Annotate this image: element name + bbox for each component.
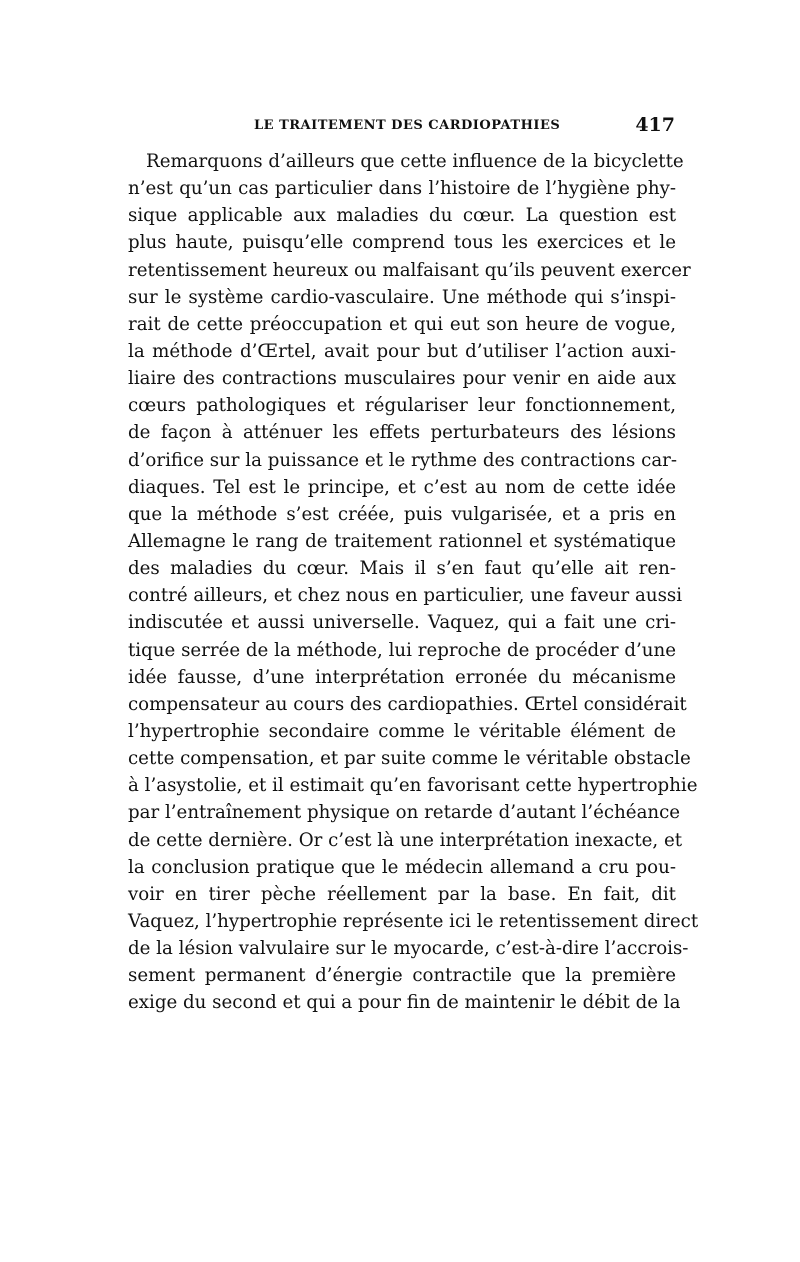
text-line: la conclusion pratique que le médecin allemand a cru pou- bbox=[128, 856, 676, 878]
text-line: Allemagne le rang de traitement rationnel et systématique bbox=[128, 530, 676, 552]
text-line: l’hypertrophie secondaire comme le véritable élément de bbox=[128, 720, 676, 742]
text-line: de cette dernière. Or c’est là une interprétation inexacte, et bbox=[128, 829, 683, 851]
text-line: Remarquons d’ailleurs que cette influence de la bicyclette bbox=[146, 151, 684, 172]
text-line: indiscutée et aussi universelle. Vaquez, qui a fait une cri- bbox=[128, 612, 676, 634]
text-line: cœurs pathologiques et régulariser leur fonctionnement, bbox=[128, 395, 676, 417]
text-line: retentissement heureux ou malfaisant qu’ils peuvent exercer bbox=[128, 259, 691, 281]
text-line: Vaquez, l’hypertrophie représente ici le retentissement direct bbox=[128, 910, 699, 932]
text-line: que la méthode s’est créée, puis vulgarisée, et a pris en bbox=[128, 503, 676, 525]
text-line: liaire des contractions musculaires pour venir en aide aux bbox=[128, 368, 676, 390]
page-number: 417 bbox=[635, 114, 675, 136]
text-line: diaques. Tel est le principe, et c’est au nom de cette idée bbox=[128, 476, 676, 498]
text-line: plus haute, puisqu’elle comprend tous les exercices et le bbox=[128, 232, 676, 254]
text-line: de la lésion valvulaire sur le myocarde, c’est-à-dire l’accrois- bbox=[128, 938, 689, 960]
running-title: LE TRAITEMENT DES CARDIOPATHIES bbox=[254, 118, 561, 133]
text-line: contré ailleurs, et chez nous en particulier, une faveur aussi bbox=[128, 585, 683, 607]
text-line: par l’entraînement physique on retarde d’autant l’échéance bbox=[128, 802, 681, 824]
text-line: cette compensation, et par suite comme le véritable obstacle bbox=[128, 748, 691, 770]
text-line: exige du second et qui a pour fin de maintenir le débit de la bbox=[128, 992, 681, 1014]
text-line: d’orifice sur la puissance et le rythme des contractions car- bbox=[128, 449, 678, 471]
text-line: des maladies du cœur. Mais il s’en faut qu’elle ait ren- bbox=[128, 558, 676, 580]
text-line: de façon à atténuer les effets perturbateurs des lésions bbox=[128, 422, 676, 444]
text-line: rait de cette préoccupation et qui eut son heure de vogue, bbox=[128, 313, 676, 335]
page-header bbox=[120, 114, 675, 138]
text-line: n’est qu’un cas particulier dans l’histoire de l’hygiène phy- bbox=[128, 178, 676, 200]
text-line: sique applicable aux maladies du cœur. La question est bbox=[128, 205, 676, 227]
text-line: idée fausse, d’une interprétation erronée du mécanisme bbox=[128, 666, 676, 688]
text-line: à l’asystolie, et il estimait qu’en favorisant cette hypertrophie bbox=[128, 775, 698, 797]
body-text bbox=[128, 148, 699, 1017]
text-line: voir en tirer pèche réellement par la base. En fait, dit bbox=[128, 883, 676, 905]
text-line: sur le système cardio-vasculaire. Une méthode qui s’inspi- bbox=[128, 286, 676, 308]
text-line: sement permanent d’énergie contractile que la première bbox=[128, 965, 676, 987]
text-line: la méthode d’Œrtel, avait pour but d’utiliser l’action auxi- bbox=[128, 340, 676, 362]
text-line: compensateur au cours des cardiopathies. Œrtel considérait bbox=[128, 693, 687, 715]
text-line: tique serrée de la méthode, lui reproche de procéder d’une bbox=[128, 639, 676, 661]
